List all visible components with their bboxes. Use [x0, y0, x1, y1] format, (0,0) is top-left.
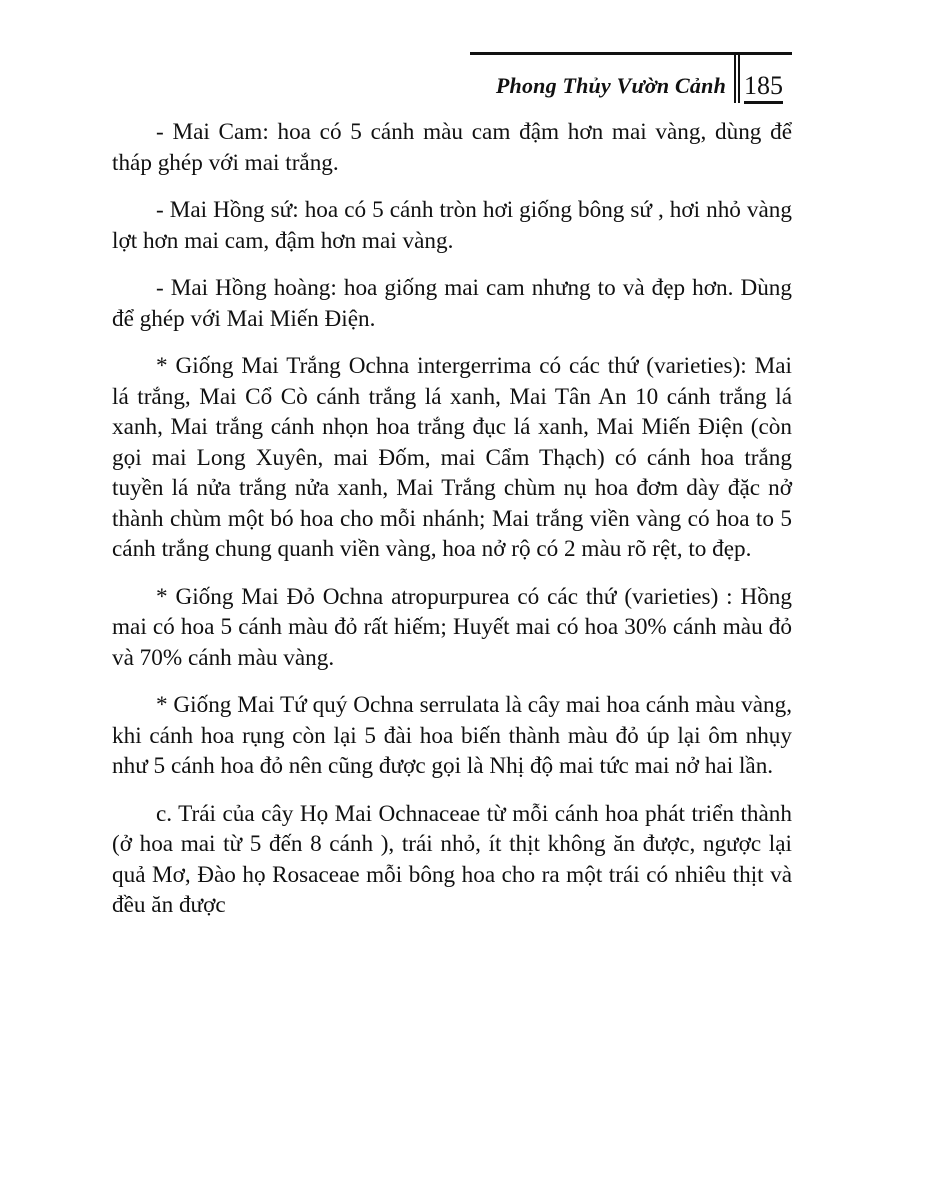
paragraph-mai-do: * Giống Mai Đỏ Ochna atropurpurea có các thứ (varieties) : Hồng mai có hoa 5 cánh màu đỏ rất hiếm; Huyết mai có hoa 30% cánh màu đỏ và 70% cánh màu vàng. [112, 583, 792, 671]
paragraph-mai-trang: * Giống Mai Trắng Ochna intergerrima có các thứ (varieties): Mai lá trắng, Mai Cổ Cò cánh trắng lá xanh, Mai Tân An 10 cánh trắng lá xanh, Mai trắng cánh nhọn hoa trắng đục lá xanh, Mai Miến Điện (còn gọi mai Long Xuyên, mai Đốm, mai Cẩm Thạch) có cánh hoa trắng tuyền lá nửa trắng nửa xanh, Mai Trắng chùm nụ hoa đơm dày đặc nở thành chùm một bó hoa cho mỗi nhánh; Mai trắng viền vàng có hoa to 5 cánh trắng chung quanh viền vàng, hoa nở rộ có 2 màu rõ rệt, to đẹp. [112, 353, 792, 562]
paragraph-mai-tu-quy: * Giống Mai Tứ quý Ochna serrulata là cây mai hoa cánh màu vàng, khi cánh hoa rụng còn lại 5 đài hoa biến thành màu đỏ úp lại ôm nhụy như 5 cánh hoa đỏ nên cũng được gọi là Nhị độ mai tức mai nở hai lần. [112, 692, 792, 779]
page-body [112, 117, 792, 938]
paragraph-mai-cam: - Mai Cam: hoa có 5 cánh màu cam đậm hơn mai vàng, dùng để tháp ghép với mai trắng. [112, 119, 792, 176]
paragraph-mai-hong-hoang: - Mai Hồng hoàng: hoa giống mai cam nhưng to và đẹp hơn. Dùng để ghép với Mai Miến Điện. [112, 275, 792, 332]
running-header [470, 52, 792, 103]
paragraph-mai-hong-su: - Mai Hồng sứ: hoa có 5 cánh tròn hơi giống bông sứ , hơi nhỏ vàng lợt hơn mai cam, đậm hơn mai vàng. [112, 197, 792, 254]
header-divider [734, 55, 740, 103]
page-number: 185 [744, 73, 783, 104]
running-header-title: Phong Thủy Vườn Cảnh [495, 73, 726, 98]
paragraph-trai: c. Trái của cây Họ Mai Ochnaceae từ mỗi cánh hoa phát triển thành (ở hoa mai từ 5 đến 8 cánh ), trái nhỏ, ít thịt không ăn được, ngược lại quả Mơ, Đào họ Rosaceae mỗi bông hoa cho ra một trái có nhiêu thịt và đều ăn được [112, 800, 792, 918]
